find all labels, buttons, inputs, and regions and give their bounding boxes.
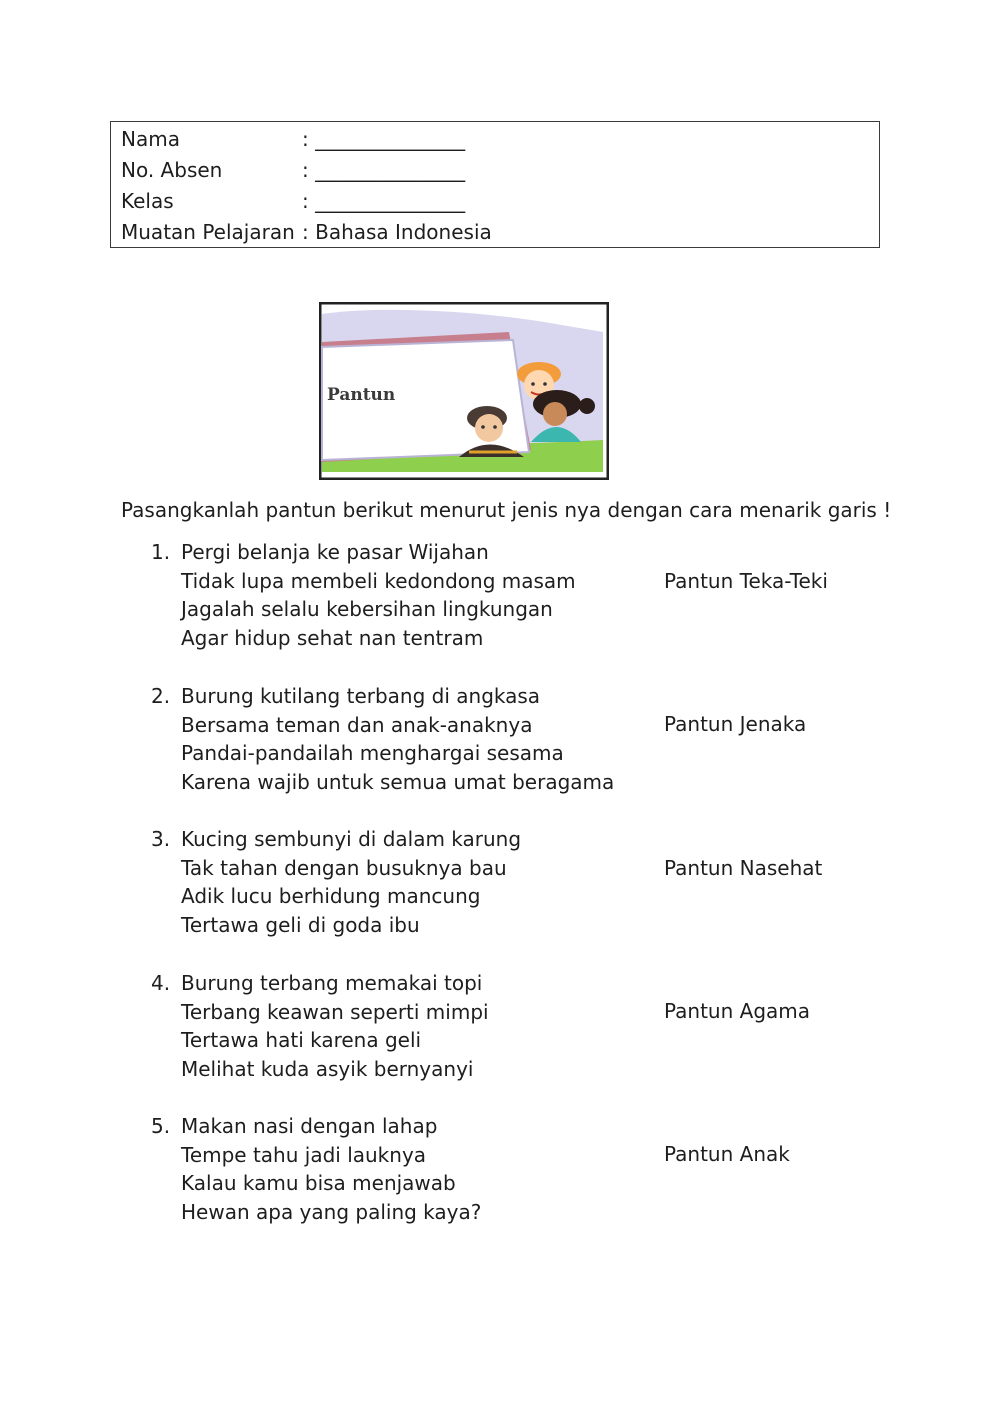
type-teka-teki[interactable]: Pantun Teka-Teki	[664, 569, 828, 593]
absen-label: No. Absen	[121, 158, 223, 182]
subject-label: Muatan Pelajaran	[121, 220, 295, 244]
poem-lines	[181, 1112, 481, 1227]
poem-number: 1.	[151, 540, 171, 564]
poem-lines	[181, 682, 614, 797]
poem-line: Melihat kuda asyik bernyanyi	[181, 1057, 474, 1082]
poem-line: Agar hidup sehat nan tentram	[181, 626, 484, 651]
name-label: Nama	[121, 127, 180, 151]
type-nasehat[interactable]: Pantun Nasehat	[664, 856, 823, 880]
poem-line: Kucing sembunyi di dalam karung	[181, 827, 522, 851]
poem-lines	[181, 969, 489, 1084]
instruction-text: Pasangkanlah pantun berikut menurut jenis nya dengan cara menarik garis !	[121, 498, 892, 522]
poem-lines	[181, 825, 521, 940]
poem-number: 2.	[151, 684, 171, 708]
poem-line: Pergi belanja ke pasar Wijahan	[181, 540, 489, 564]
student-info-box	[110, 121, 880, 248]
poem-line: Burung kutilang terbang di angkasa	[181, 684, 541, 708]
poem-number: 3.	[151, 827, 171, 851]
pantun-illustration	[319, 302, 609, 480]
name-row	[121, 124, 465, 154]
illustration-title: Pantun	[327, 385, 396, 405]
poem-number: 5.	[151, 1114, 171, 1138]
poem-line: Tempe tahu jadi lauknya	[181, 1142, 427, 1167]
poem-line: Tidak lupa membeli kedondong masam	[181, 568, 576, 593]
type-jenaka[interactable]: Pantun Jenaka	[664, 712, 807, 736]
poem-line: Terbang keawan seperti mimpi	[181, 999, 489, 1024]
poem-line: Tertawa geli di goda ibu	[181, 913, 420, 938]
poem-line: Jagalah selalu kebersihan lingkungan	[181, 597, 553, 622]
subject-row	[121, 217, 492, 247]
poem-line: Hewan apa yang paling kaya?	[181, 1200, 482, 1225]
absen-blank[interactable]: : _______________	[302, 158, 466, 182]
name-blank[interactable]: : _______________	[302, 127, 466, 151]
class-row	[121, 186, 465, 216]
poem-lines	[181, 538, 576, 653]
poem-line: Makan nasi dengan lahap	[181, 1114, 438, 1138]
subject-value: : Bahasa Indonesia	[302, 220, 492, 244]
type-agama[interactable]: Pantun Agama	[664, 999, 811, 1023]
type-anak[interactable]: Pantun Anak	[664, 1142, 790, 1166]
poem-number: 4.	[151, 971, 171, 995]
class-label: Kelas	[121, 189, 174, 213]
poem-line: Kalau kamu bisa menjawab	[181, 1171, 456, 1196]
poem-line: Burung terbang memakai topi	[181, 971, 483, 995]
class-blank[interactable]: : _______________	[302, 189, 466, 213]
poem-line: Bersama teman dan anak-anaknya	[181, 712, 533, 737]
poem-line: Tak tahan dengan busuknya bau	[181, 855, 507, 880]
poem-line: Pandai-pandailah menghargai sesama	[181, 741, 564, 766]
poem-line: Adik lucu berhidung mancung	[181, 884, 481, 909]
poem-line: Karena wajib untuk semua umat beragama	[181, 770, 615, 795]
poem-line: Tertawa hati karena geli	[181, 1028, 422, 1053]
absen-row	[121, 155, 465, 185]
pantun-book-image	[319, 302, 609, 480]
